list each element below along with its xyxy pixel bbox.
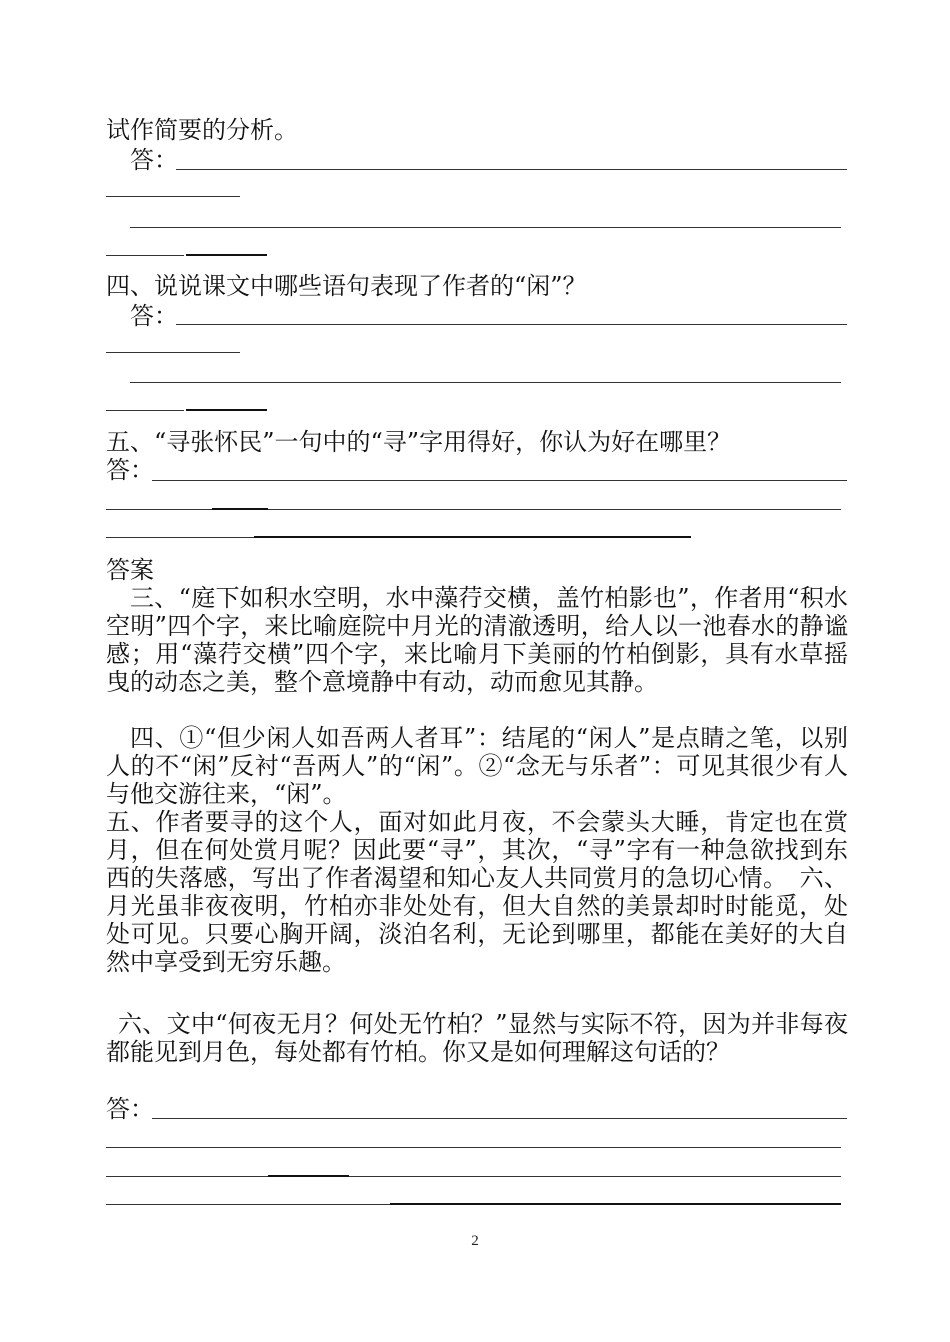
- answers-heading: 答案: [106, 556, 154, 584]
- answer-line: [152, 480, 847, 481]
- question-5-answer-label: 答：: [106, 456, 154, 484]
- answer-line: [186, 409, 267, 411]
- answer-line: [106, 1204, 390, 1205]
- answer-line: [152, 1118, 847, 1119]
- answer-line: [254, 536, 691, 538]
- answer-line: [176, 324, 847, 325]
- answer-5-6: 五、作者要寻的这个人，面对如此月夜，不会蒙头大睡，肯定也在赏月，但在何处赏月呢？因此要“寻”，其次，“寻”字有一种急欲找到东西的失落感，写出了作者渴望和知心友人共同赏月的急切心情。 六、月光虽非夜夜明，竹柏亦非处处有，但大自然的美景却时时能觅，处处可见。只要心胸开阔，淡泊名利，无论到哪里，都能在美好的大自然中享受到无穷乐趣。: [106, 808, 848, 976]
- question-4: 四、说说课文中哪些语句表现了作者的“闲”？: [106, 272, 587, 300]
- answer-line: [106, 352, 240, 353]
- question-3-answer-label: 答：: [130, 146, 178, 174]
- answer-line: [186, 254, 267, 256]
- answer-line: [130, 227, 841, 228]
- question-5: 五、“寻张怀民”一句中的“寻”字用得好，你认为好在哪里？: [106, 428, 732, 456]
- question-6-answer-label: 答：: [106, 1095, 154, 1123]
- answer-line: [349, 1176, 841, 1177]
- answer-line: [106, 1176, 268, 1177]
- question-4-answer-label: 答：: [130, 302, 178, 330]
- answer-line: [106, 196, 240, 197]
- answer-4: 四、①“但少闲人如吾两人者耳”：结尾的“闲人”是点睛之笔，以别人的不“闲”反衬“吾两人”的“闲”。②“念无与乐者”：可见其很少有人与他交游往来，“闲”。: [106, 724, 848, 808]
- answer-3: 三、“庭下如积水空明，水中藻荇交横，盖竹柏影也”，作者用“积水空明”四个字，来比喻庭院中月光的清澈透明，给人以一池春水的静谧感；用“藻荇交横”四个字，来比喻月下美丽的竹柏倒影，具有水草摇曳的动态之美，整个意境静中有动，动而愈见其静。: [106, 584, 848, 696]
- answer-line: [106, 255, 184, 256]
- answer-line: [212, 508, 268, 510]
- answer-line: [176, 169, 847, 170]
- answer-line: [106, 410, 184, 411]
- answer-line: [268, 1175, 349, 1177]
- answer-line: [106, 1147, 841, 1148]
- question-3-tail: 试作简要的分析。: [106, 116, 298, 144]
- answer-line: [106, 537, 254, 538]
- answer-line: [390, 1203, 841, 1205]
- answer-line: [106, 509, 212, 510]
- question-6: 六、文中“何夜无月？何处无竹柏？”显然与实际不符，因为并非每夜都能见到月色，每处都有竹柏。你又是如何理解这句话的？: [106, 1010, 848, 1066]
- page-number: 2: [471, 1233, 479, 1249]
- answer-line: [268, 509, 841, 510]
- answer-line: [130, 382, 841, 383]
